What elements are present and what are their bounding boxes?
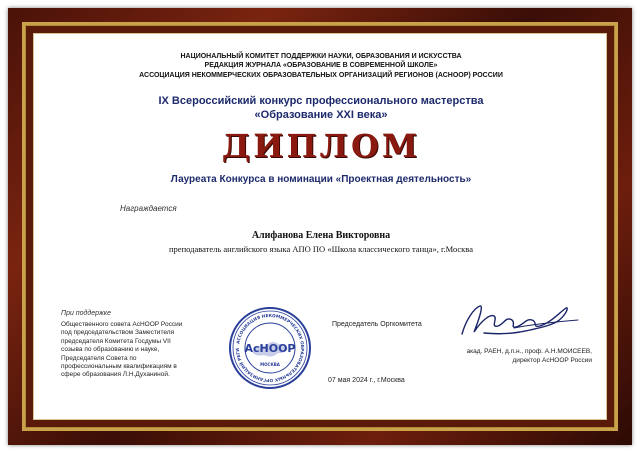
support-line: Общественного совета АсНООР России <box>61 321 183 328</box>
seal-ring-text: АССОЦИАЦИЯ НЕКОММЕРЧЕСКИХ ОБРАЗОВАТЕЛЬНЫХ ОРГАНИЗАЦИЙ РЕГИ <box>235 313 305 383</box>
support-title: При поддержке <box>61 310 112 317</box>
recipient-position: преподаватель английского языка АПО ПО «Школа классического танца», г.Москва <box>169 244 473 254</box>
support-line: Председателя Совета по <box>61 354 137 362</box>
diploma-sheet <box>33 33 607 420</box>
seal-bottom-text: МОСКВА <box>260 362 280 367</box>
signer-line-1: акад. РАЕН, д.п.н., проф. А.Н.МОИСЕЕВ, <box>466 348 592 355</box>
org-line-1: НАЦИОНАЛЬНЫЙ КОМИТЕТ ПОДДЕРЖКИ НАУКИ, ОБРАЗОВАНИЯ И ИСКУССТВА <box>180 53 462 60</box>
awarded-label: Награждается <box>120 204 177 213</box>
laureate-nomination: Лауреата Конкурса в номинации «Проектная деятельность» <box>170 174 472 185</box>
contest-title-line-1: IX Всероссийский конкурс профессионального мастерства <box>158 95 484 107</box>
signer-line-2: директор АсНООР России <box>512 357 592 364</box>
support-line: профессиональным квалификациям в <box>61 363 177 371</box>
support-text <box>61 321 211 380</box>
support-line: под председательством Заместителя <box>61 329 175 337</box>
org-line-3: АССОЦИАЦИЯ НЕКОММЕРЧЕСКИХ ОБРАЗОВАТЕЛЬНЫХ ОРГАНИЗАЦИЙ РЕГИОНОВ (АСНООР) РОССИИ <box>139 72 503 79</box>
recipient-name: Алифанова Елена Викторовна <box>251 230 391 241</box>
org-line-2: РЕДАКЦИЯ ЖУРНАЛА «ОБРАЗОВАНИЕ В СОВРЕМЕННОЙ ШКОЛЕ» <box>204 62 438 69</box>
issue-date: 07 мая 2024 г., г.Москва <box>328 377 405 384</box>
support-line: сфере образования Л.Н.Духаниной. <box>61 371 170 379</box>
seal-icon <box>228 306 312 390</box>
signature-icon <box>454 298 584 342</box>
signer-block <box>414 347 592 365</box>
chair-label: Председатель Оргкомитета <box>332 321 422 328</box>
support-line: председателя Комитета Госдумы VII <box>61 337 171 345</box>
contest-title-line-2: «Образование XXI века» <box>254 109 388 121</box>
diploma-title: ДИПЛОМ <box>221 127 421 165</box>
seal-center-text: АсНООР <box>244 342 296 355</box>
support-line: созыва по образованию и науке, <box>61 346 160 354</box>
